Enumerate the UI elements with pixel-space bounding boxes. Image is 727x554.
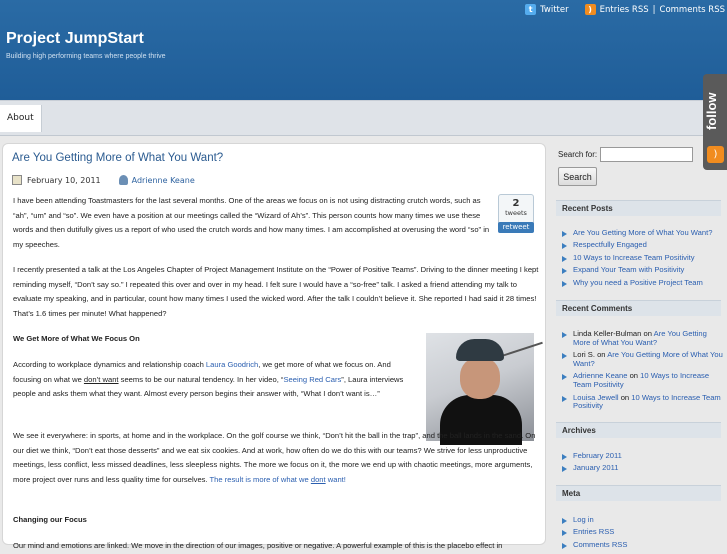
result-link-end[interactable]: want!	[325, 474, 346, 484]
sidebar	[555, 140, 725, 549]
twitter-link[interactable]: Twitter	[540, 4, 569, 15]
tweet-label: tweets	[505, 209, 527, 217]
post-meta	[12, 175, 195, 185]
paragraph-5: Our mind and emotions are linked. We move in the direction of our images, positive or negative. A powerful example of this is the placebo effect in	[13, 541, 503, 550]
rss-icon[interactable]: )	[585, 4, 596, 15]
separator: |	[652, 4, 656, 15]
recent-comment-item	[556, 351, 724, 369]
search-input[interactable]	[600, 147, 693, 162]
section-heading-2: Changing our Focus	[13, 515, 87, 524]
comment-author: Lori S.	[573, 350, 595, 360]
paragraph-4	[13, 429, 539, 487]
paragraph-1: I have been attending Toastmasters for the last several months. One of the areas we focus on is not using distracting crutch words, such as “ah”, “um” and “so”. We even have a position at our meetings called the “Wizard of Ah’s”. This person counts how many times we use these words and then dutifully gives us a report of who used the crutch words and how many times. I am accomplished at overusing the word “so” in my speeches.	[13, 196, 490, 249]
comment-author-link[interactable]: Adrienne Keane	[573, 371, 628, 381]
recent-comment-item	[556, 372, 724, 390]
comment-post-link[interactable]: 10 Ways to Increase Team Positivity	[573, 392, 721, 411]
site-title[interactable]: Project JumpStart	[6, 30, 144, 47]
golfer-photo	[426, 333, 534, 441]
text-span: We see it everywhere: in sports, at home and in the workplace. On the golf course we think, “Don’t hit the ball in the trap”, and the ball lands in the sand. On our diet we think, “Don’t eat those desserts” and we eat six cookies. And at work, how often do we do this with our teams? We strive for less unproductive meetings, less conflict, less missed deadlines, less sleepless nights. The more we focus on it, the more we end up with chaotic meetings, more arguments, more project over runs and less quality time for ourselves.	[13, 431, 536, 484]
recent-post-item[interactable]: Expand Your Team with Positivity	[556, 266, 724, 275]
site-tagline: Building high performing teams where people thrive	[6, 53, 166, 60]
meta-item[interactable]: Log in	[556, 516, 724, 525]
meta-item[interactable]: Comments RSS	[556, 541, 724, 550]
result-link[interactable]: The result is more of what we	[209, 474, 311, 484]
archive-item[interactable]: February 2011	[556, 452, 724, 461]
comment-on: on	[618, 392, 632, 402]
text-span: seems to be our natural tendency. In her video, “	[118, 374, 284, 384]
paragraph-2: I recently presented a talk at the Los Angeles Chapter of Project Management Institute on the “Power of Positive Teams”. Driving to the dinner meeting I kept reminding myself, “Don’t say so.” I repeated this over and over in my head. I felt sure I would have a “so-free” talk. I asked a friend attending my talk to evaluate my speaking, and in particular, count how many times I used the wicked word. After the talk I couldn’t believe it. She reported I had said it 28 times! That’s 1.6 times per minute! What happened?	[13, 265, 539, 318]
recent-post-item[interactable]: 10 Ways to Increase Team Positivity	[556, 254, 724, 263]
recent-posts-heading: Recent Posts	[556, 200, 721, 216]
recent-comments-list	[556, 330, 724, 415]
comment-on: on	[594, 350, 608, 360]
site-header	[0, 0, 727, 100]
archive-item[interactable]: January 2011	[556, 464, 724, 473]
photo-face	[460, 357, 500, 399]
comment-author: Linda Keller-Bulman	[573, 329, 642, 338]
seeing-red-cars-link[interactable]: Seeing Red Cars	[283, 374, 342, 384]
recent-posts-list	[556, 229, 724, 291]
archives-list	[556, 452, 724, 477]
author-icon	[119, 175, 128, 185]
recent-post-item[interactable]: Why you need a Positive Project Team	[556, 279, 724, 288]
paragraph-3	[13, 358, 421, 402]
post-date: February 10, 2011	[27, 175, 101, 185]
search-button[interactable]: Search	[558, 167, 597, 186]
search-label: Search for:	[558, 150, 598, 159]
nav-about-tab[interactable]: About	[0, 105, 42, 132]
entries-rss-link[interactable]: Entries RSS	[599, 4, 649, 15]
result-link-underlined[interactable]: dont	[310, 474, 326, 484]
comment-on: on	[641, 329, 654, 338]
comment-on: on	[627, 371, 641, 381]
comment-post-link[interactable]: Are You Getting More of What You Want?	[573, 329, 707, 347]
meta-heading: Meta	[556, 485, 721, 501]
rss-icon[interactable]: )	[707, 146, 724, 163]
comment-author-link[interactable]: Louisa Jewell	[573, 392, 619, 402]
recent-comment-item	[556, 330, 724, 348]
archives-heading: Archives	[556, 422, 721, 438]
laura-goodrich-link[interactable]: Laura Goodrich	[205, 360, 259, 369]
recent-comment-item	[556, 394, 724, 412]
top-links	[525, 4, 725, 15]
follow-label: follow	[704, 92, 719, 130]
meta-item[interactable]: Entries RSS	[556, 528, 724, 537]
photo-cap	[456, 339, 504, 361]
nav-bar	[0, 100, 727, 136]
tweet-count: 2	[512, 198, 520, 209]
comments-rss-link[interactable]: Comments RSS	[659, 4, 725, 15]
post-title[interactable]: Are You Getting More of What You Want?	[12, 152, 224, 164]
meta-list	[556, 516, 724, 553]
post-content	[2, 143, 546, 550]
post-author[interactable]: Adrienne Keane	[131, 175, 195, 185]
text-span: ”, Laura interviews people and asks them what they want. Almost every person begins their answer with, “What I don’t want is…”	[13, 374, 404, 398]
comment-post-link[interactable]: Are You Getting More of What You Want?	[573, 350, 723, 368]
retweet-button[interactable]: retweet	[498, 222, 534, 233]
recent-comments-heading: Recent Comments	[556, 300, 721, 316]
calendar-icon	[12, 175, 22, 185]
text-span: According to workplace dynamics and relationship coach	[13, 360, 206, 369]
text-span: , we get more of what we focus on. And focusing on what we	[13, 360, 391, 384]
recent-post-item[interactable]: Are You Getting More of What You Want?	[556, 229, 724, 238]
twitter-icon[interactable]: t	[525, 4, 536, 15]
section-heading-1: We Get More of What We Focus On	[13, 334, 140, 343]
recent-post-item[interactable]: Respectfully Engaged	[556, 241, 724, 250]
text-span: don’t want	[83, 374, 119, 384]
comment-post-link[interactable]: 10 Ways to Increase Team Positivity	[573, 371, 710, 390]
